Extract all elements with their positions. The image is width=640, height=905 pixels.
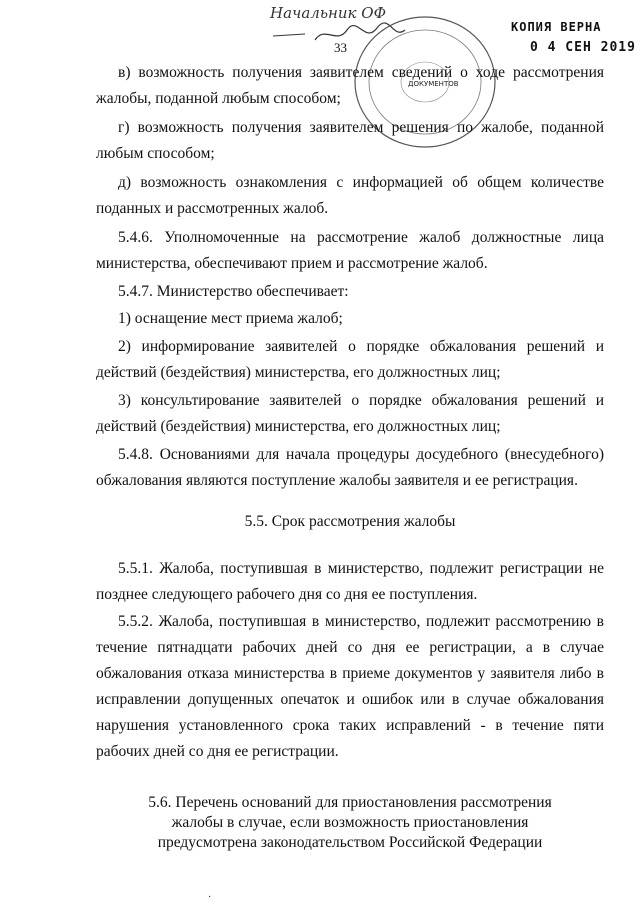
- paragraph-line: 2) информирование заявителей о порядке обжалования решений и: [118, 338, 604, 355]
- scan-speck: ·: [208, 892, 212, 903]
- paragraph-line: поданных и рассмотренных жалоб.: [96, 200, 329, 217]
- paragraph-line: действий (бездействия) министерства, его должностных лиц;: [96, 418, 501, 435]
- paragraph-line: в) возможность получения заявителем сведений о ходе рассмотрения: [118, 64, 604, 81]
- section-heading: 5.6. Перечень оснований для приостановления рассмотрения: [148, 794, 552, 811]
- section-heading: предусмотрена законодательством Российской Федерации: [157, 834, 543, 851]
- svg-text:Начальник ОФ: Начальник ОФ: [270, 4, 387, 22]
- paragraph-line: 5.5.2. Жалоба, поступившая в министерство, подлежит рассмотрению в: [118, 613, 604, 630]
- paragraph-line: 5.4.7. Министерство обеспечивает:: [118, 283, 349, 300]
- paragraph-line: г) возможность получения заявителем решения по жалобе, поданной: [118, 119, 604, 136]
- paragraph-line: обжалования являются поступление жалобы заявителя и ее регистрация.: [96, 472, 578, 489]
- paragraph-line: жалобы, поданной любым способом;: [96, 90, 341, 107]
- page-number: 33: [334, 40, 347, 55]
- section-heading: жалобы в случае, если возможность приостановления: [171, 814, 529, 831]
- seal-label: ДОКУМЕНТОВ: [408, 80, 459, 88]
- paragraph-line: обжалования отказа министерства в приеме документов у заявителя либо в: [96, 665, 604, 682]
- paragraph-line: 1) оснащение мест приема жалоб;: [118, 310, 343, 327]
- section-heading: 5.5. Срок рассмотрения жалобы: [244, 513, 456, 530]
- paragraph-line: любым способом;: [96, 145, 215, 162]
- paragraph-line: 5.4.6. Уполномоченные на рассмотрение жалоб должностные лица: [118, 229, 604, 246]
- paragraph-line: позднее следующего рабочего дня со дня ее поступления.: [96, 586, 478, 603]
- paragraph-line: течение пятнадцати рабочих дней со дня ее регистрации, а в случае: [96, 639, 604, 656]
- copy-stamp-date: 0 4 СЕН 2019: [530, 40, 636, 55]
- paragraph-line: 3) консультирование заявителей о порядке обжалования решений и: [118, 392, 604, 409]
- paragraph-line: 5.5.1. Жалоба, поступившая в министерство, подлежит регистрации не: [118, 560, 604, 577]
- paragraph-line: рабочих дней со дня ее регистрации.: [96, 743, 339, 760]
- copy-stamp: КОПИЯ ВЕРНА: [511, 20, 602, 34]
- paragraph-line: д) возможность ознакомления с информацией об общем количестве: [118, 174, 604, 191]
- paragraph-line: 5.4.8. Основаниями для начала процедуры досудебного (внесудебного): [118, 446, 604, 463]
- paragraph-line: нарушения установленного срока таких исправлений - в течение пяти: [96, 717, 604, 734]
- paragraph-line: действий (бездействия) министерства, его должностных лиц;: [96, 364, 501, 381]
- paragraph-line: министерства, обеспечивают прием и рассмотрение жалоб.: [96, 255, 488, 272]
- paragraph-line: исправлении допущенных опечаток и ошибок или в случае обжалования: [96, 691, 604, 708]
